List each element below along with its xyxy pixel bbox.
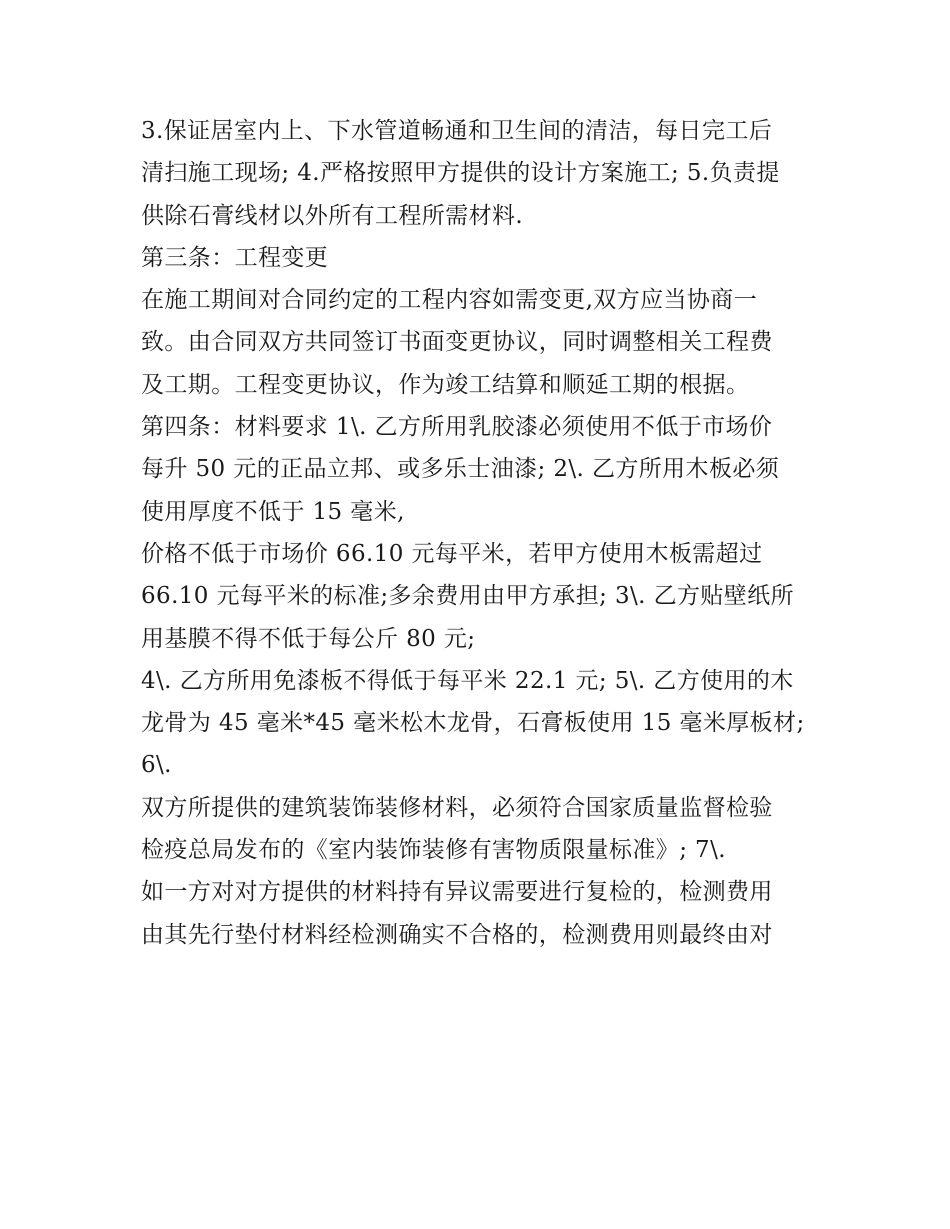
text-line: 及工期。工程变更协议，作为竣工结算和顺延工期的根据。 [141,371,750,398]
text-line: 供除石膏线材以外所有工程所需材料. [141,202,524,229]
text-line: 每升 50 元的正品立邦、或多乐士油漆; 2\. 乙方所用木板必须 [141,456,780,483]
text-line: 致。由合同双方共同签订书面变更协议，同时调整相关工程费 [141,329,773,356]
text-line: 双方所提供的建筑装饰装修材料，必须符合国家质量监督检验 [141,794,773,821]
document-body [141,110,831,956]
text-line: 用基膜不得不低于每公斤 80 元; [141,625,476,652]
text-line: 在施工期间对合同约定的工程内容如需变更,双方应当协商一 [141,287,758,314]
text-line: 第四条：材料要求 1\. 乙方所用乳胶漆必须使用不低于市场价 [141,414,773,441]
text-line: 66.10 元每平米的标准;多余费用由甲方承担; 3\. 乙方贴壁纸所 [141,583,794,610]
text-line: 由其先行垫付材料经检测确实不合格的，检测费用则最终由对 [141,921,773,948]
text-line: 清扫施工现场; 4.严格按照甲方提供的设计方案施工; 5.负责提 [141,160,780,187]
text-line: 价格不低于市场价 66.10 元每平米，若甲方使用木板需超过 [141,540,763,567]
text-line: 使用厚度不低于 15 毫米, [141,498,405,525]
text-line: 如一方对对方提供的材料持有异议需要进行复检的，检测费用 [141,879,773,906]
text-line: 龙骨为 45 毫米*45 毫米松木龙骨，石膏板使用 15 毫米厚板材; [141,710,805,737]
text-line: 6\. [141,752,172,779]
text-line: 3.保证居室内上、下水管道畅通和卫生间的清洁，每日完工后 [141,118,773,144]
text-line: 4\. 乙方所用免漆板不得低于每平米 22.1 元; 5\. 乙方使用的木 [141,667,794,694]
text-line: 检疫总局发布的《室内装饰装修有害物质限量标准》; 7\. [141,837,726,864]
section-heading: 第三条：工程变更 [141,244,329,271]
